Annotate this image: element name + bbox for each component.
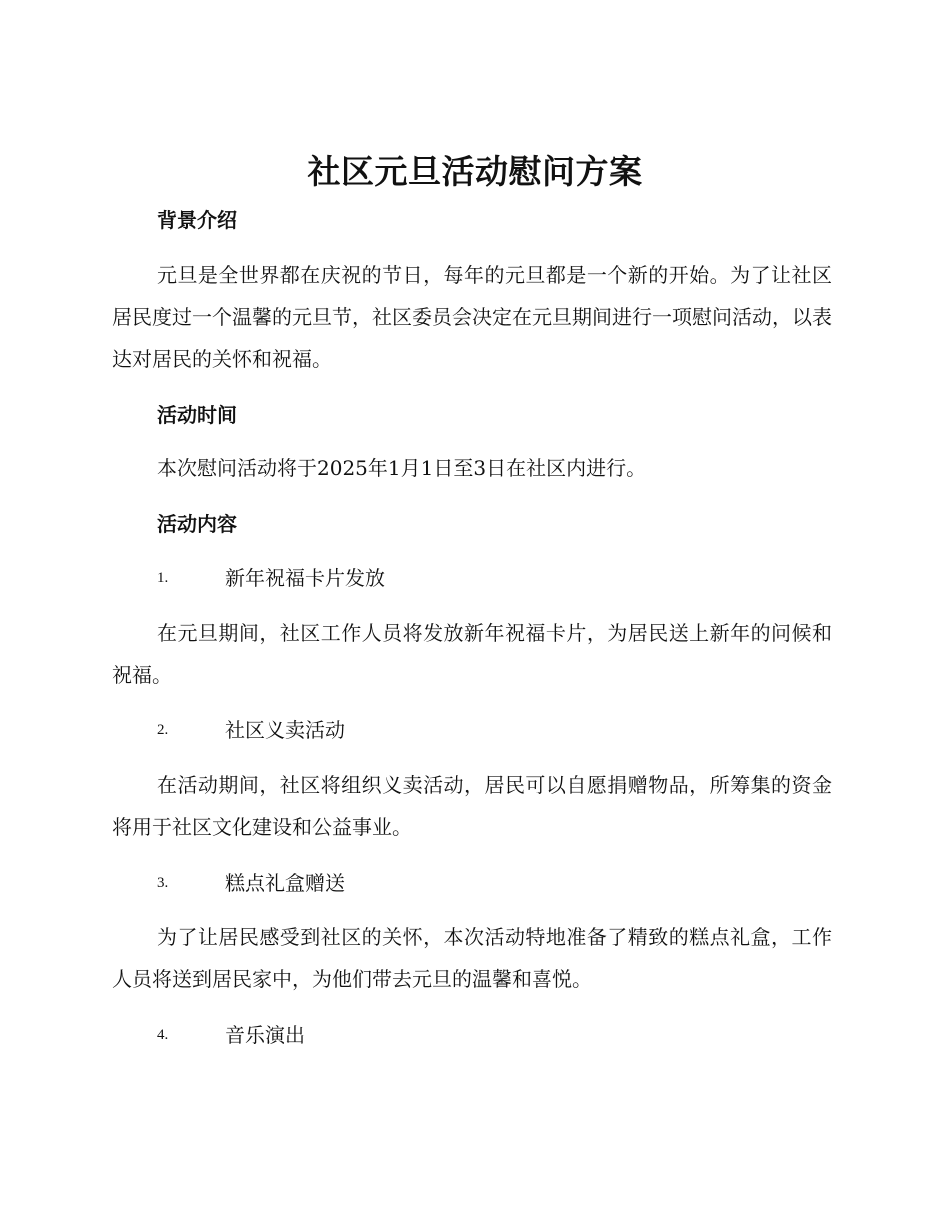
list-item-description: 在活动期间，社区将组织义卖活动，居民可以自愿捐赠物品，所筹集的资金将用于社区文化建设和公益事业。 bbox=[112, 773, 832, 839]
list-item-number: 2. bbox=[157, 722, 169, 738]
page-title: 社区元旦活动慰问方案 bbox=[307, 152, 643, 191]
list-item-title: 糕点礼盒赠送 bbox=[225, 871, 345, 895]
list-item-title: 社区义卖活动 bbox=[225, 718, 345, 742]
list-item-description: 在元旦期间，社区工作人员将发放新年祝福卡片，为居民送上新年的问候和祝福。 bbox=[112, 621, 832, 687]
list-item bbox=[157, 563, 385, 593]
list-item bbox=[157, 868, 345, 898]
background-paragraph: 元旦是全世界都在庆祝的节日，每年的元旦都是一个新的开始。为了让社区居民度过一个温馨的元旦节，社区委员会决定在元旦期间进行一项慰问活动，以表达对居民的关怀和祝福。 bbox=[112, 263, 832, 371]
section-heading-time: 活动时间 bbox=[157, 403, 237, 427]
list-item-number: 1. bbox=[157, 570, 169, 586]
list-item bbox=[157, 715, 345, 745]
list-item-description: 为了让居民感受到社区的关怀，本次活动特地准备了精致的糕点礼盒，工作人员将送到居民家中，为他们带去元旦的温馨和喜悦。 bbox=[112, 925, 832, 991]
time-paragraph: 本次慰问活动将于2025年1月1日至3日在社区内进行。 bbox=[157, 456, 647, 480]
section-heading-background: 背景介绍 bbox=[157, 208, 237, 232]
list-item-title: 音乐演出 bbox=[225, 1023, 305, 1047]
list-item bbox=[157, 1020, 305, 1050]
list-item-number: 3. bbox=[157, 875, 169, 891]
section-heading-content: 活动内容 bbox=[157, 512, 237, 536]
list-item-number: 4. bbox=[157, 1027, 169, 1043]
list-item-title: 新年祝福卡片发放 bbox=[225, 566, 385, 590]
